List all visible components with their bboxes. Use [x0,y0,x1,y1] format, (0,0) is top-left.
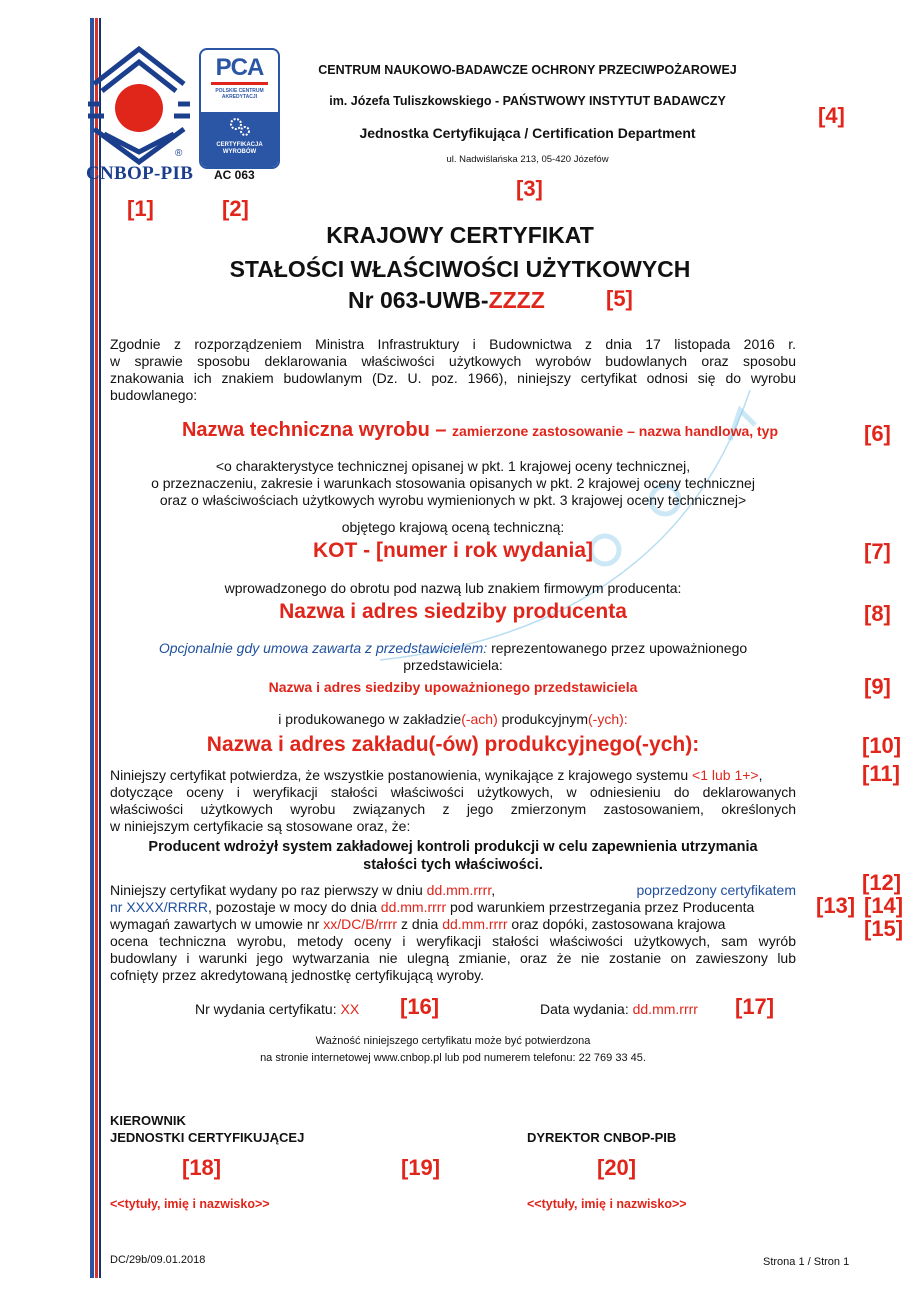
validity-separator: , [491,882,496,898]
certificate-number-placeholder: ZZZZ [488,287,545,313]
marker-1: [1] [127,196,154,221]
pca-logo-band [201,112,278,167]
registered-mark: ® [175,148,183,159]
producer-label: wprowadzonego do obrotu pod nazwą lub znakiem firmowym producenta: [224,580,682,596]
representative-placeholder: Nazwa i adres siedziby upoważnionego przedstawiciela [268,679,638,695]
marker-20: [20] [597,1155,637,1180]
system-placeholder: <1 lub 1+> [692,767,759,783]
pca-logo-underline [211,82,268,85]
contract-date-placeholder: dd.mm.rrrr [442,916,508,932]
validity-line-3-tail: oraz dopóki, zastosowana krajowa [507,916,726,932]
product-description-2: o przeznaczeniu, zakresie i warunkach stosowania opisanych w pkt. 2 krajowej oceny technicznej [151,475,755,491]
product-description-3: oraz o właściwościach użytkowych wyrobu wymienionych w pkt. 3 krajowej oceny technicznej> [159,492,747,508]
confirm-line-4: w niniejszym certyfikacie są stosowane oraz, że: [110,818,411,834]
issue-date [540,1001,698,1017]
kot-placeholder: KOT - [numer i rok wydania] [312,539,594,562]
confirm-line-1 [110,767,762,783]
representative-line-2: przedstawiciela: [403,657,503,673]
intro-line-4: budowlanego: [110,387,198,403]
marker-7: [7] [864,539,891,564]
confirm-line-2: dotyczące oceny i weryfikacji stałości właściwości użytkowych, w odniesieniu do deklarowanych [110,784,796,800]
marker-2: [2] [222,196,249,221]
certificate-title-line1: KRAJOWY CERTYFIKAT [326,222,594,248]
intro-line-1: Zgodnie z rozporządzeniem Ministra Infrastruktury i Budownictwa z dnia 17 listopada 2016 r. [110,336,796,352]
marker-13: [13] [816,893,856,918]
product-usage-placeholder: zamierzone zastosowanie – nazwa handlowa, typ [452,423,779,439]
certificate-number [348,287,545,314]
marker-17: [17] [735,994,775,1019]
right-signatory-name-placeholder: <<tytuły, imię i nazwisko>> [527,1197,687,1211]
plant-placeholder: Nazwa i adres zakładu(-ów) produkcyjnego(-ych): [206,733,700,756]
pca-logo-subtitle: POLSKIE CENTRUM AKREDYTACJI [215,88,264,100]
certificate-title-line2: STAŁOŚCI WŁAŚCIWOŚCI UŻYTKOWYCH [229,256,691,282]
intro-line-3: znakowania ich znakiem budowlanym (Dz. U. poz. 1966), niniejszy certyfikat odnosi się do wyrobu [110,370,796,386]
marker-5: [5] [606,286,633,311]
marker-14: [14] [864,893,904,918]
right-signatory-title: DYREKTOR CNBOP-PIB [527,1130,677,1145]
left-signatory-title-2: JEDNOSTKI CERTYFIKUJĄCEJ [110,1130,305,1145]
marker-6: [6] [864,421,891,446]
validity-line-2 [110,899,754,915]
certificate-number-prefix: Nr 063-UWB- [348,287,489,313]
confirm-bold-line-2: stałości tych właściwości. [363,857,543,873]
marker-3: [3] [516,176,543,201]
validity-contract-text: wymagań zawartych w umowie nr [110,916,324,932]
confirm-bold-line-1: Producent wdrożył system zakładowej kontroli produkcji w celu zapewnienia utrzymania [148,839,758,855]
marker-12: [12] [862,870,902,895]
pca-accreditation-logo [199,48,280,169]
marker-19: [19] [401,1155,441,1180]
validity-line-6: cofnięty przez akredytowaną jednostkę certyfikującą wyroby. [110,967,485,983]
marker-10: [10] [862,733,902,758]
left-border-stripe-blue [90,18,94,1278]
representative-optional-note: Opcjonalnie gdy umowa zawarta z przedstawicielem: [158,640,488,656]
verification-line-1: Ważność niniejszego certyfikatu może być potwierdzona [315,1035,591,1047]
valid-until-date-placeholder: dd.mm.rrrr [380,899,447,915]
institution-address: ul. Nadwiślańska 213, 05-420 Józefów [446,154,609,165]
form-code: DC/29b/09.01.2018 [110,1254,206,1266]
institution-subname: im. Józefa Tuliszkowskiego - PAŃSTWOWY INSTYTUT BADAWCZY [329,94,726,108]
issue-date-label: Data wydania: [540,1001,633,1017]
issue-date-placeholder: dd.mm.rrrr [632,1001,698,1017]
product-technical-name: Nazwa techniczna wyrobu – [181,419,453,441]
product-name [110,419,850,442]
plant-label-part-4: (-ych): [588,711,628,727]
accreditation-code: AC 063 [214,168,255,182]
verification-line-2: na stronie internetowej www.cnbop.pl lub pod numerem telefonu: 22 769 33 45. [260,1052,646,1064]
marker-8: [8] [864,601,891,626]
left-border-stripe-red [95,18,98,1278]
issue-number [195,1001,359,1017]
institution-name: CENTRUM NAUKOWO-BADAWCZE OCHRONY PRZECIWPOŻAROWEJ [318,63,737,77]
marker-11: [11] [862,761,900,786]
representative-line-1 [110,640,796,656]
contract-number-placeholder: xx/DC/B/rrrr [323,916,398,932]
plant-label-part-1: i produkowanego w zakładzie [278,711,462,727]
page-number: Strona 1 / Stron 1 [763,1256,850,1268]
validity-line-5: budowlany i warunki jego wytwarzania nie ulegną zmianie, oraz że nie zostanie on zawieszony lub [110,950,796,966]
left-signatory-name-placeholder: <<tytuły, imię i nazwisko>> [110,1197,270,1211]
validity-line-2-text: , pozostaje w mocy do dnia [208,899,381,915]
pca-logo-text: PCA [215,54,264,81]
left-border-stripe-navy [99,18,101,1278]
issue-number-label: Nr wydania certyfikatu: [195,1001,341,1017]
preceding-certificate-text: poprzedzony certyfikatem [636,882,796,898]
marker-18: [18] [182,1155,222,1180]
validity-line-3 [110,916,725,932]
plant-label [110,711,796,727]
marker-16: [16] [400,994,440,1019]
validity-contract-date-text: z dnia [397,916,443,932]
validity-first-issue-text: Niniejszy certyfikat wydany po raz pierwszy w dniu [110,882,427,898]
marker-4: [4] [818,103,845,128]
validity-line-1 [110,882,796,898]
representative-text: reprezentowanego przez upoważnionego [487,640,748,656]
certification-department: Jednostka Certyfikująca / Certification Department [359,125,696,141]
confirm-line-1-comma: , [758,767,763,783]
first-issue-date-placeholder: dd.mm.rrrr [426,882,492,898]
producer-placeholder: Nazwa i adres siedziby producenta [279,600,627,623]
marker-15: [15] [864,916,904,941]
marker-9: [9] [864,674,891,699]
cnbop-logo-text: CNBOP-PIB [86,163,194,184]
validity-line-2-condition: pod warunkiem przestrzegania przez Producenta [446,899,755,915]
gears-icon [227,115,253,139]
preceding-certificate-number: nr XXXX/RRRR [110,899,209,915]
confirm-line-3: właściwości użytkowych wyrobu związanych z jego zmierzonym zastosowaniem, określonych [110,801,796,817]
plant-label-part-2: (-ach) [461,711,498,727]
confirm-line-1-text: Niniejszy certyfikat potwierdza, że wszystkie postanowienia, wynikające z krajowego systemu [110,767,693,783]
assessment-label: objętego krajową oceną techniczną: [341,519,565,535]
plant-label-part-3: produkcyjnym [497,711,589,727]
issue-number-placeholder: XX [340,1001,360,1017]
product-description-1: <o charakterystyce technicznej opisanej w pkt. 1 krajowej oceny technicznej, [215,458,691,474]
validity-line-4: ocena techniczna wyrobu, metody oceny i weryfikacji stałości właściwości użytkowych, sam wyrób [110,933,796,949]
left-signatory-title-1: KIEROWNIK [110,1113,186,1128]
intro-line-2: w sprawie sposobu deklarowania właściwości użytkowych wyrobów budowlanych oraz sposobu [110,353,796,369]
pca-logo-band-text: CERTYFIKACJA WYROBÓW [216,142,263,155]
